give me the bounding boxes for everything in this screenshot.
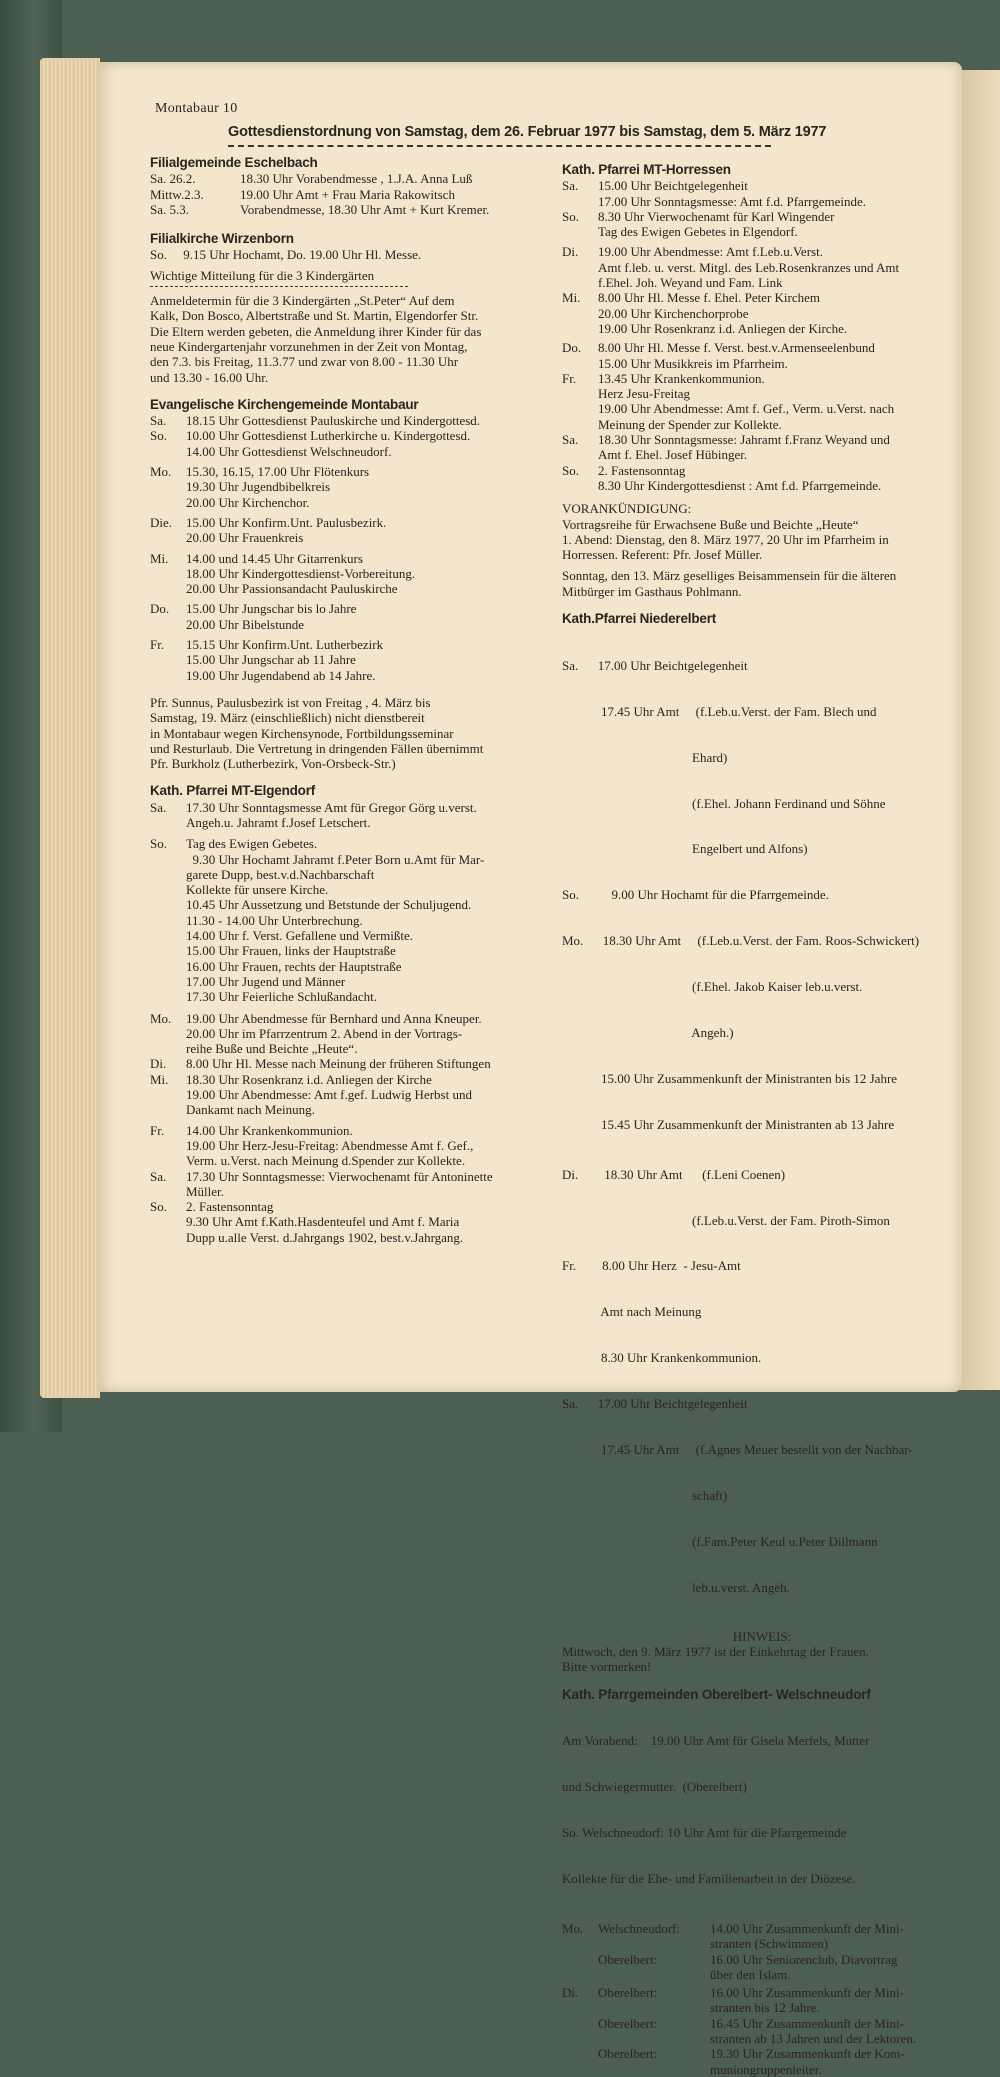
schedule-row: Fr. 14.00 Uhr Krankenkommunion. 19.00 Uhr Herz-Jesu-Freitag: Abendmesse Amt f. Gef., Verm. u.Verst. nach Meinung d.Spender zur Kollekte.: [150, 1122, 474, 1169]
hinweis-title: HINWEIS:: [732, 1628, 792, 1644]
oberelbert-schedule: [562, 1921, 962, 2077]
announcement: Vortragsreihe für Erwachsene Buße und Beichte „Heute“ 1. Abend: Dienstag, den 8. März 1977, 20 Uhr im Pfarrheim in Horressen. Referent: Pfr. Josef Müller.: [562, 516, 889, 563]
seniors-notice: Sonntag, den 13. März geselliges Beisammensein für die älteren Mitbürger im Gasthaus Pohlmann.: [562, 568, 897, 599]
schedule-row: Do. 8.00 Uhr Hl. Messe f. Verst. best.v.Armenseelenbund 15.00 Uhr Musikkreis im Pfarrheim.: [562, 340, 875, 371]
kindergarten-notice: Anmeldetermin für die 3 Kindergärten „St.Peter“ Auf dem Kalk, Don Bosco, Albertstraße und St. Martin, Elgendorfer Str. Die Eltern werden gebeten, die Anmeldung ihrer Kinder für das neue Kindergartenjahr vorzunehmen in der Zeit von Montag, den 7.3. bis Freitag, 11.3.77 und zwar von 8.00 - 11.30 Uhr und 13.30 - 16.00 Uhr.: [150, 293, 482, 385]
hinweis-text: Mittwoch, den 9. März 1977 ist der Einkehrtag der Frauen. Bitte vormerken!: [562, 1643, 869, 1675]
schedule-row: So. Tag des Ewigen Gebetes. 9.30 Uhr Hochamt Jahramt f.Peter Born u.Amt für Mar- garete Dupp, best.v.d.Nachbarschaft Kollekte für unsere Kirche. 10.45 Uhr Aussetzung und Betstunde der Schuljugend. 11.30 - 14.00 Uhr Unterbrechung. 14.00 Uhr f. Verst. Gefallene und Vermißte. 15.00 Uhr Frauen, links der Hauptstraße 16.00 Uhr Frauen, rechts der Hauptstraße 17.00 Uhr Jugend und Männer 17.30 Uhr Feierliche Schlußandacht.: [150, 836, 485, 1005]
section-heading-elgendorf: Kath. Pfarrei MT-Elgendorf: [150, 783, 316, 799]
left-column: [150, 155, 560, 1245]
elgendorf-schedule: [150, 800, 560, 1245]
section-heading-niederelbert: Kath.Pfarrei Niederelbert: [562, 611, 717, 627]
schedule-row: Sa. 18.30 Uhr Sonntagsmesse: Jahramt f.Franz Weyand und Amt f. Ehel. Josef Hübinger.: [562, 432, 890, 463]
section-heading-horressen: Kath. Pfarrei MT-Horressen: [562, 162, 731, 177]
schedule-row: Mo. 19.00 Uhr Abendmesse für Bernhard und Anna Kneuper. 20.00 Uhr im Pfarrzentrum 2. Abend in der Vortrags- reihe Buße und Beichte „Heute“.: [150, 1010, 482, 1057]
schedule-row: Die. 15.00 Uhr Konfirm.Unt. Paulusbezirk. 20.00 Uhr Frauenkreis: [150, 514, 387, 546]
section-heading-oberelbert: Kath. Pfarrgemeinden Oberelbert- Welschneudorf: [562, 1686, 871, 1702]
schedule-row: Fr. 15.15 Uhr Konfirm.Unt. Lutherbezirk 15.00 Uhr Jungschar ab 11 Jahre 19.00 Uhr Jugendabend ab 14 Jahre.: [150, 637, 384, 683]
title-rule: [228, 145, 771, 147]
notice-rule: [150, 286, 408, 287]
eschelbach-list: [150, 171, 560, 217]
schedule-row: So. 8.30 Uhr Vierwochenamt für Karl Wingender Tag des Ewigen Gebetes in Elgendorf.: [562, 208, 835, 240]
list-item: Sa. 5.3. Vorabendmesse, 18.30 Uhr Amt + Kurt Kremer.: [150, 201, 490, 217]
schedule-row: Di. 8.00 Uhr Hl. Messe nach Meinung der früheren Stiftungen: [150, 1056, 491, 1072]
section-heading-eschelbach: Filialgemeinde Eschelbach: [150, 155, 318, 170]
schedule-row: So. 2. Fastensonntag 9.30 Uhr Amt f.Kath.Hasdenteufel und Amt f. Maria Dupp u.alle Verst. d.Jahrgangs 1902, best.v.Jahrgang.: [150, 1199, 464, 1245]
evangelisch-schedule: [150, 413, 560, 683]
running-head: Montabaur 10: [155, 101, 238, 116]
schedule-row: Mi. 14.00 und 14.45 Uhr Gitarrenkurs 18.00 Uhr Kindergottesdienst-Vorbereitung. 20.00 Uhr Passionsandacht Pauluskirche: [150, 550, 416, 597]
schedule-row: Mi. 18.30 Uhr Rosenkranz i.d. Anliegen der Kirche 19.00 Uhr Abendmesse: Amt f.gef. Ludwig Herbst und Dankamt nach Meinung.: [150, 1071, 472, 1118]
schedule-row: Di. 19.00 Uhr Abendmesse: Amt f.Leb.u.Verst. Amt f.leb. u. verst. Mitgl. des Leb.Rosenkranzes und Amt f.Ehel. Joh. Weyand und Fam. Link: [562, 244, 900, 291]
section-heading-wirzenborn: Filialkirche Wirzenborn: [150, 231, 294, 247]
schedule-row: Sa. 17.30 Uhr Sonntagsmesse: Vierwochenamt für Antoninette Müller.: [150, 1168, 493, 1199]
pastor-notice: Pfr. Sunnus, Paulusbezirk ist von Freitag , 4. März bis Samstag, 19. März (einschließlich) nicht dienstbereit in Montabaur wegen Kirchensynode, Fortbildungsseminar und Resturlaub. Die Vertretung in dringenden Fällen übernimmt Pfr. Burkholz (Lutherbezirk, Von-Orsbeck-Str.): [150, 694, 484, 772]
section-heading-evangelisch: Evangelische Kirchengemeinde Montabaur: [150, 396, 419, 412]
list-item: Sa. 26.2. 18.30 Uhr Vorabendmesse , 1.J.A. Anna Luß: [150, 171, 473, 187]
schedule-row: Fr. 13.45 Uhr Krankenkommunion. Herz Jesu-Freitag 19.00 Uhr Abendmesse: Amt f. Gef., Verm. u.Verst. nach Meinung der Spender zur Kollekte.: [562, 370, 895, 432]
niederelbert-schedule: Sa. 17.00 Uhr Beichtgelegenheit 17.45 Uhr Amt (f.Leb.u.Verst. der Fam. Blech und Ehard) (f.Ehel. Johann Ferdinand und Söhne Engelbert und Alfons) So. 9.00 Uhr Hochamt für die Pfarrgemeinde. Mo. 18.30 Uhr Amt (f.Leb.u.Verst. der Fam. Roos-Schwickert) (f.Ehel. Jakob Kaiser leb.u.verst. Angeh.) 15.00 Uhr Zusammenkunft der Ministranten bis 12 Jahre 15.45 Uhr Zusammenkunft der Ministranten ab 13 Jahre Di. 18.30 Uhr Amt (f.Leni Coenen) (f.Leb.u.Verst. der Fam. Piroth-Simon Fr. 8.00 Uhr Herz - Jesu-Amt Amt nach Meinung 8.30 Uhr Krankenkommunion. Sa. 17.00 Uhr Beichtgelegenheit 17.45 Uhr Amt (f.Agnes Meuer bestellt von der Nachbar- schaft) (f.Fam.Peter Keul u.Peter Dillmann leb.u.verst. Angeh.: [562, 657, 920, 1595]
page-title: Gottesdienstordnung von Samstag, dem 26. Februar 1977 bis Samstag, dem 5. März 1977: [228, 124, 827, 140]
page-edges: [40, 58, 100, 1398]
notice-title: Wichtige Mitteilung für die 3 Kindergärten: [150, 267, 375, 283]
schedule-row: Mo. 15.30, 16.15, 17.00 Uhr Flötenkurs 19.30 Uhr Jugendbibelkreis 20.00 Uhr Kirchenchor.: [150, 464, 370, 510]
oberelbert-intro: Am Vorabend: 19.00 Uhr Amt für Gisela Merfels, Mutter und Schwiegermutter. (Oberelbert) So. Welschneudorf: 10 Uhr Amt für die Pfarrgemeinde Kollekte für die Ehe- und Familienarbeit in der Diözese.: [562, 1733, 870, 1887]
schedule-row: Sa. 15.00 Uhr Beichtgelegenheit 17.00 Uhr Sonntagsmesse: Amt f.d. Pfarrgemeinde.: [562, 178, 867, 209]
list-item: Mittw.2.3. 19.00 Uhr Amt + Frau Maria Rakowitsch: [150, 186, 455, 202]
adjacent-page: [958, 70, 1000, 1390]
wirzenborn-line: So. 9.15 Uhr Hochamt, Do. 19.00 Uhr Hl. Messe.: [150, 247, 422, 263]
schedule-row: So. 10.00 Uhr Gottesdienst Lutherkirche u. Kindergottesd. 14.00 Uhr Gottesdienst Welschneudorf.: [150, 428, 471, 459]
schedule-row: Sa. 17.30 Uhr Sonntagsmesse Amt für Gregor Görg u.verst. Angeh.u. Jahramt f.Josef Letschert.: [150, 799, 477, 830]
schedule-row: Mi. 8.00 Uhr Hl. Messe f. Ehel. Peter Kirchem 20.00 Uhr Kirchenchorprobe 19.00 Uhr Rosenkranz i.d. Anliegen der Kirche.: [562, 290, 848, 336]
schedule-row: Oberelbert: 16.00 Uhr Seniorenclub, Diavortrag über den Islam.: [598, 1951, 898, 1982]
schedule-row: Mo. Welschneudorf: 14.00 Uhr Zusammenkunft der Mini- stranten (Schwimmen): [562, 1920, 904, 1952]
announcement-title: VORANKÜNDIGUNG:: [562, 501, 692, 517]
schedule-row: Oberelbert: 19.30 Uhr Zusammenkunft der Kom- muniongruppenleiter.: [598, 2046, 905, 2077]
schedule-row: So. 2. Fastensonntag 8.30 Uhr Kindergottesdienst : Amt f.d. Pfarrgemeinde.: [562, 462, 882, 493]
schedule-row: Do. 15.00 Uhr Jungschar bis lo Jahre 20.00 Uhr Bibelstunde: [150, 601, 357, 632]
horressen-schedule: [562, 178, 962, 493]
schedule-row: Sa. 18.15 Uhr Gottesdienst Pauluskirche und Kindergottesd.: [150, 413, 481, 429]
right-column: [562, 162, 962, 2077]
schedule-row: Di. Oberelbert: 16.00 Uhr Zusammenkunft der Mini- stranten bis 12 Jahre.: [562, 1985, 904, 2016]
schedule-row: Oberelbert: 16.45 Uhr Zusammenkunft der Mini- stranten ab 13 Jahren und der Lektoren.: [598, 2015, 917, 2047]
